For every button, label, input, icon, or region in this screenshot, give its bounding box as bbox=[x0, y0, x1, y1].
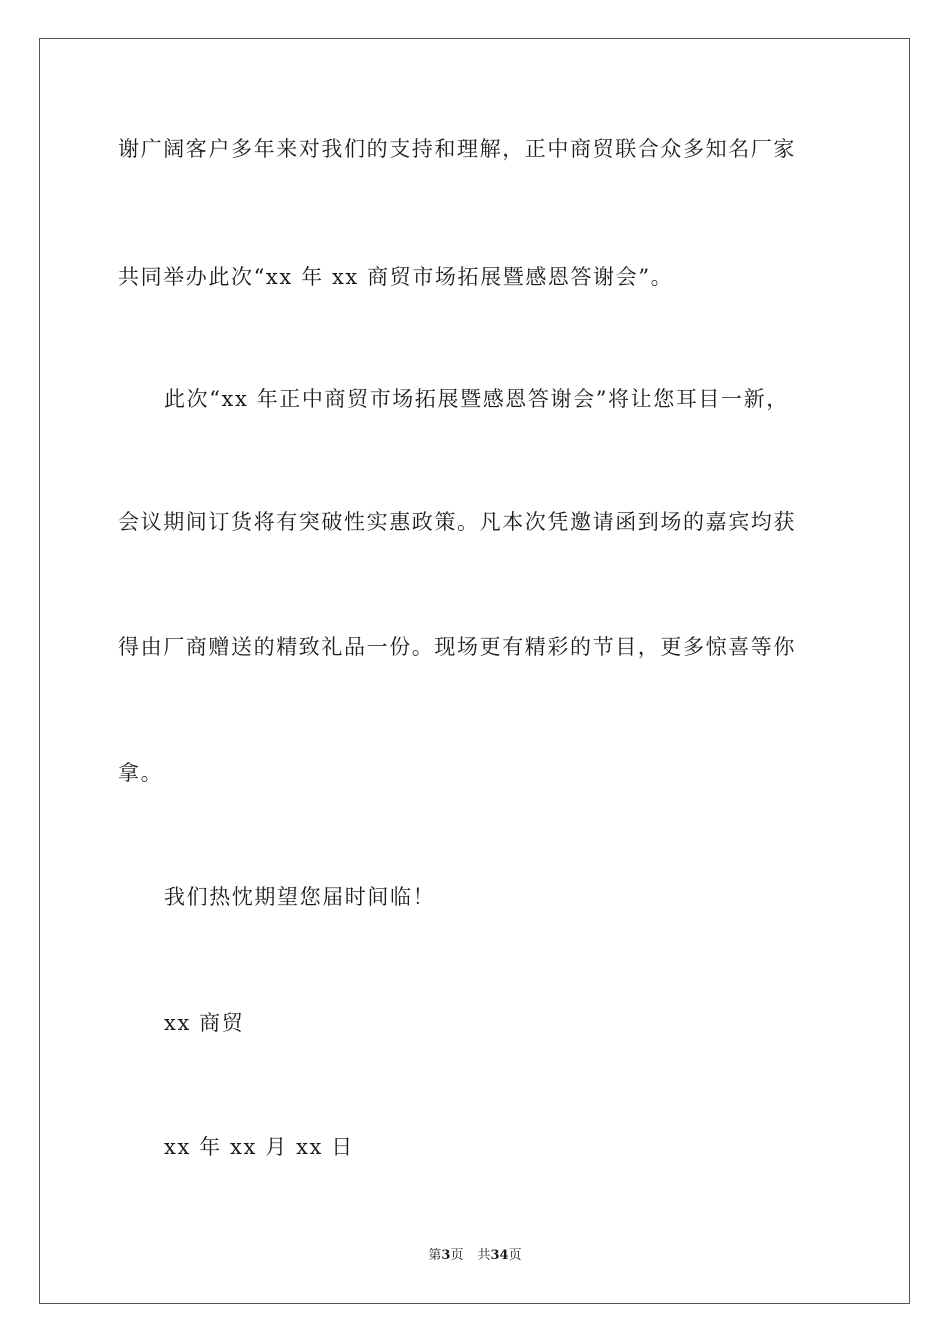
body-line-1: 谢广阔客户多年来对我们的支持和理解，正中商贸联合众多知名厂家 bbox=[118, 137, 796, 161]
signature-date: xx 年 xx 月 xx 日 bbox=[164, 1135, 354, 1159]
body-line-6: 拿。 bbox=[118, 761, 164, 785]
footer-total-prefix: 共 bbox=[477, 1248, 491, 1263]
footer-total-suffix: 页 bbox=[508, 1248, 522, 1263]
body-line-2: 共同举办此次“xx 年 xx 商贸市场拓展暨感恩答谢会”。 bbox=[118, 265, 674, 289]
footer-page-suffix: 页 bbox=[450, 1248, 464, 1263]
body-line-5: 得由厂商赠送的精致礼品一份。现场更有精彩的节目，更多惊喜等你 bbox=[118, 635, 796, 659]
footer-page-prefix: 第 bbox=[428, 1248, 442, 1263]
body-line-3: 此次“xx 年正中商贸市场拓展暨感恩答谢会”将让您耳目一新， bbox=[164, 387, 789, 411]
footer-page-number: 3 bbox=[441, 1248, 451, 1263]
page-border bbox=[39, 38, 910, 1304]
page-footer bbox=[0, 1247, 950, 1265]
closing-line: 我们热忱期望您届时间临！ bbox=[164, 885, 436, 909]
body-line-4: 会议期间订货将有突破性实惠政策。凡本次凭邀请函到场的嘉宾均获 bbox=[118, 510, 796, 534]
footer-total-pages: 34 bbox=[490, 1248, 509, 1263]
signature-company: xx 商贸 bbox=[164, 1011, 245, 1035]
